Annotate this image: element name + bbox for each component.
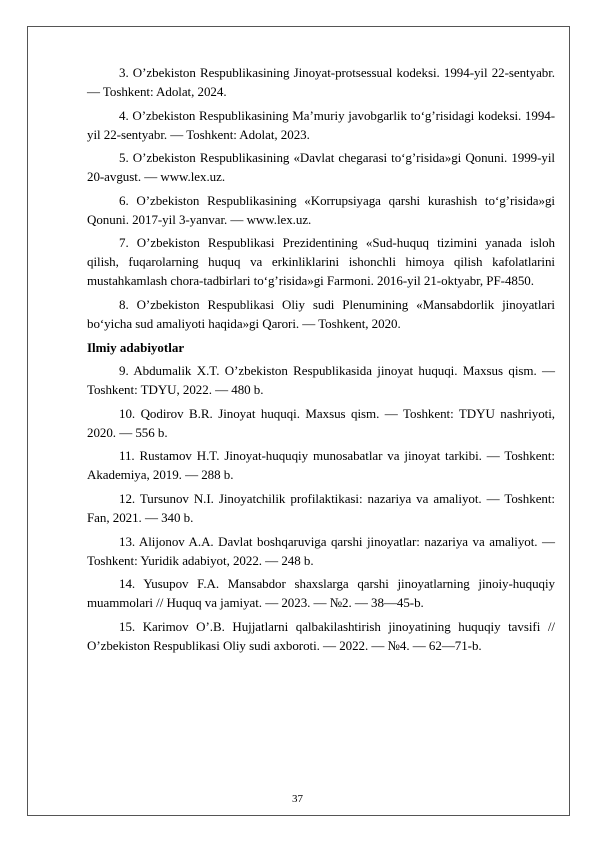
reference-item: 13. Alijonov A.A. Davlat boshqaruviga qarshi jinoyatlar: nazariya va amaliyot. — Toshkent: Yuridik adabiyot, 2022. — 248 b.	[87, 533, 555, 568]
reference-item: 8. O’zbekiston Respublikasi Oliy sudi Plenumining «Mansabdorlik jinoyatlari bo‘yicha sud amaliyoti haqida»gi Qarori. — Toshkent, 2020.	[87, 296, 555, 331]
reference-item: 15. Karimov O’.B. Hujjatlarni qalbakilashtirish jinoyatining huquqiy tavsifi // O’zbekiston Respublikasi Oliy sudi axboroti. — 2022. — №4. — 62—71-b.	[87, 618, 555, 653]
reference-item: 11. Rustamov H.T. Jinoyat-huquqiy munosabatlar va jinoyat tarkibi. — Toshkent: Akademiya, 2019. — 288 b.	[87, 448, 555, 483]
reference-item: 6. O’zbekiston Respublikasining «Korrupsiyaga qarshi kurashish to‘g’risida»gi Qonuni. 2017-yil 3-yanvar. — www.lex.uz.	[87, 192, 555, 227]
page-number: 37	[292, 793, 303, 805]
reference-item: 5. O’zbekiston Respublikasining «Davlat chegarasi to‘g’risida»gi Qonuni. 1999-yil 20-avgust. — www.lex.uz.	[87, 150, 555, 185]
reference-item: 4. O’zbekiston Respublikasining Ma’muriy javobgarlik to‘g’risidagi kodeksi. 1994-yil 22-sentyabr. — Toshkent: Adolat, 2023.	[87, 107, 555, 142]
section-title: Ilmiy adabiyotlar	[87, 339, 185, 355]
reference-item: 10. Qodirov B.R. Jinoyat huquqi. Maxsus qism. — Toshkent: TDYU nashriyoti, 2020. — 556 b.	[87, 405, 555, 440]
reference-item: 3. O’zbekiston Respublikasining Jinoyat-protsessual kodeksi. 1994-yil 22-sentyabr. — Toshkent: Adolat, 2024.	[87, 65, 555, 99]
reference-item: 12. Tursunov N.I. Jinoyatchilik profilaktikasi: nazariya va amaliyot. — Toshkent: Fan, 2021. — 340 b.	[87, 490, 555, 525]
references-content	[87, 63, 555, 659]
reference-item: 9. Abdumalik X.T. O’zbekiston Respublikasida jinoyat huquqi. Maxsus qism. — Toshkent: TDYU, 2022. — 480 b.	[87, 363, 555, 398]
reference-item: 7. O’zbekiston Respublikasi Prezidentining «Sud-huquq tizimini yanada isloh qilish, fuqarolarning huquq va erkinliklarini ishonchli himoya qilish kafolatlarini mustahkamlash chora-tadbirlari to‘g’risida»gi Farmoni. 2016-yil 21-oktyabr, PF-4850.	[87, 235, 555, 289]
reference-item: 14. Yusupov F.A. Mansabdor shaxslarga qarshi jinoyatlarning jinoiy-huquqiy muammolari // Huquq va jamiyat. — 2023. — №2. — 38—45-b.	[87, 576, 555, 611]
